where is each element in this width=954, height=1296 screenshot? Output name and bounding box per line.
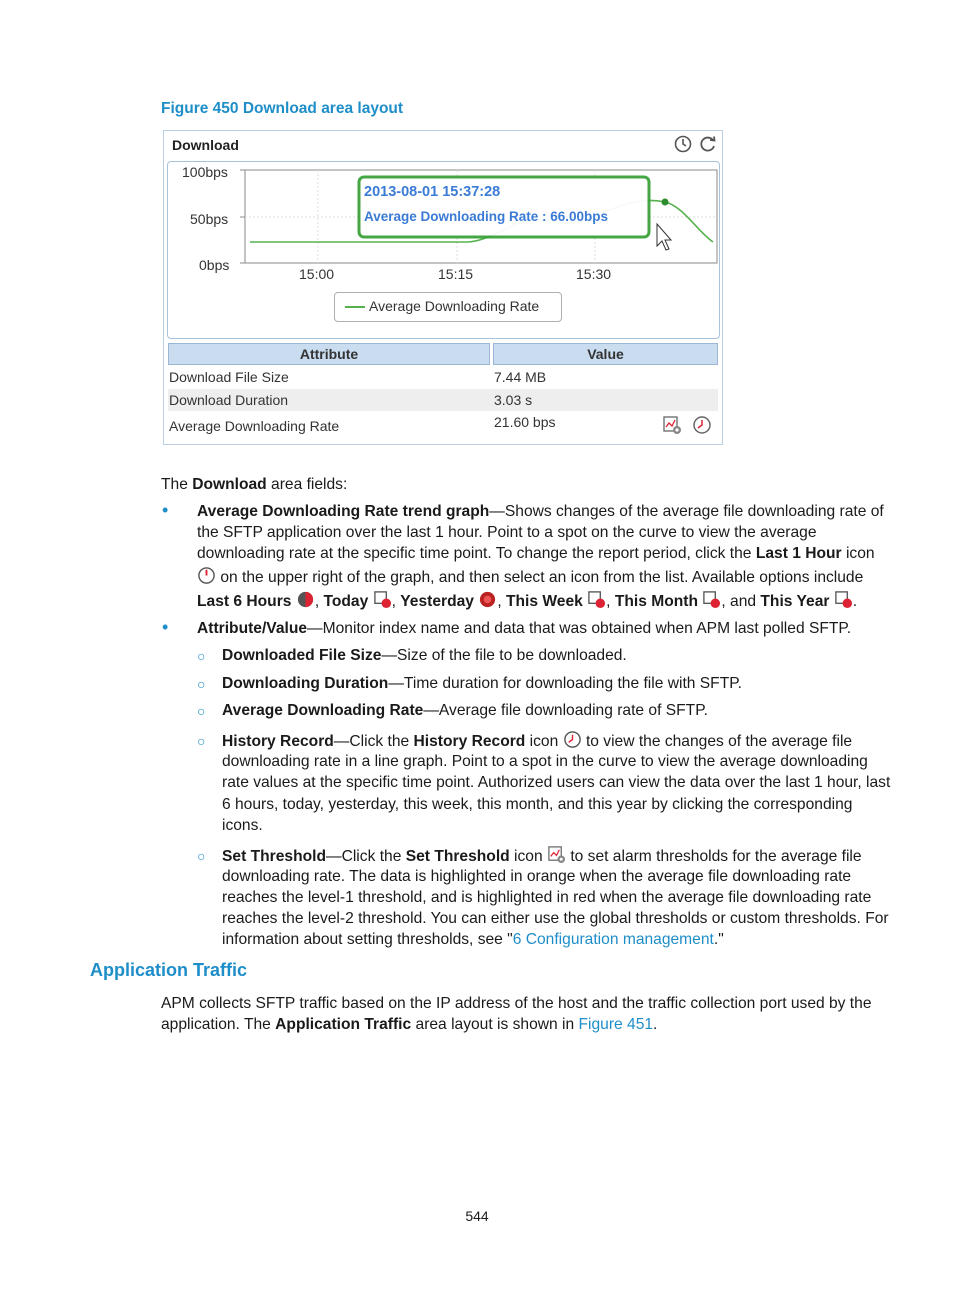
bullet-line [197,543,875,564]
intro-prefix: The [161,476,193,493]
x-tick-label: 15:15 [438,266,474,282]
panel-title: Download [172,137,239,153]
sub-bullet-duration [222,673,742,694]
bullet-text: —Monitor index name and data that was obtained when APM last polled SFTP. [307,620,852,637]
sub-text: icon [509,848,543,865]
last-6-hours-icon [296,590,315,609]
y-tick-label: 100bps [182,164,228,180]
download-panel [163,130,723,445]
sub-text: information about setting thresholds, see " [222,931,513,948]
sub-bold: Downloaded File Size [222,647,382,664]
sub-bullet-marker: ○ [197,733,206,749]
bullet-dot: • [162,617,169,637]
table-row [168,389,718,411]
sub-bullet-marker: ○ [197,648,206,664]
intro-bold: Download [192,476,267,493]
column-header-attribute: Attribute [168,343,490,365]
para-text: . [653,1016,658,1033]
refresh-icon[interactable] [699,135,717,153]
tooltip-time: 2013-08-01 15:37:28 [364,184,501,200]
this-year-icon [834,590,853,609]
attribute-cell: Average Downloading Rate [169,418,340,434]
sub-text: —Click the [333,733,414,750]
option-label: Today [323,593,369,610]
text-span: and [730,593,757,610]
y-tick-label: 50bps [190,211,229,227]
attribute-cell: Download File Size [169,369,289,385]
attribute-cell: Download Duration [169,392,289,408]
sub-line [222,929,724,950]
sub-line: rate values at the specific time point. Authorized users can view the data over the last 1 hour, last [222,774,891,791]
text-span: on the upper right of the graph, and then select an icon from the list. Available options include [216,569,864,586]
hover-point [662,199,669,206]
sub-bullet-file-size [222,645,627,666]
set-threshold-icon[interactable] [662,415,682,435]
sub-text: ." [713,931,724,948]
tooltip-value: Average Downloading Rate : 66.00bps [364,209,609,224]
sub-text: —Click the [325,848,406,865]
bullet-line: Last 6 Hours , Today , Yesterday , This Week , This Month , and This Year . [197,590,857,612]
sub-line: downloading rate. The data is highlighted in orange when the average file downloading rate [222,868,852,885]
sub-bullet-threshold [222,845,862,867]
para-text: area layout is shown in [411,1016,579,1033]
yesterday-icon [478,590,497,609]
sub-text: —Size of the file to be downloaded. [381,647,627,664]
trend-chart [167,161,720,339]
sub-line: reaches the level-2 threshold. You can either use the global thresholds or custom thresholds. For [222,910,889,927]
bullet-text: —Shows changes of the average file downloading rate of [489,503,884,520]
para-line: APM collects SFTP traffic based on the IP address of the host and the traffic collection port used by the [161,995,872,1012]
configuration-management-link[interactable]: 6 Configuration management [512,931,714,948]
sub-bold: Set Threshold [222,848,326,865]
this-week-icon [587,590,606,609]
sub-bold: Set Threshold [405,848,510,865]
bullet-line [197,566,863,588]
table-row [168,413,718,439]
page-number: 544 [465,1208,489,1224]
bullet-line: the SFTP application over the last 1 hour. Point to a spot on the curve to view the average [197,524,817,541]
para-text: application. The [161,1016,276,1033]
set-threshold-icon [547,845,566,864]
sub-text: icon [525,733,559,750]
bullet-bold: Average Downloading Rate trend graph [197,503,490,520]
para-line [161,1014,657,1035]
para-bold: Application Traffic [275,1016,412,1033]
history-record-icon [563,730,582,749]
table-row [168,366,718,388]
sub-text: —Time duration for downloading the file with SFTP. [388,675,742,692]
section-heading: Application Traffic [90,960,248,980]
x-tick-label: 15:00 [299,266,335,282]
column-header-value: Value [493,343,718,365]
sub-bullet-rate [222,700,708,721]
text-span: downloading rate at the specific time point. To change the report period, click the [197,545,756,562]
sub-line: icons. [222,817,263,834]
option-label: This Month [614,593,698,610]
value-cell: 3.03 s [494,392,533,408]
figure-451-link[interactable]: Figure 451 [578,1016,654,1033]
text-span: icon [841,545,875,562]
figure-caption: Figure 450 Download area layout [161,100,404,117]
sub-text: to set alarm thresholds for the average file [566,848,862,865]
option-label: Yesterday [400,593,474,610]
sub-line: 6 hours, today, yesterday, this week, this month, and this year by clicking the corresponding [222,796,853,813]
sub-bullet-marker: ○ [197,848,206,864]
history-record-icon[interactable] [692,415,712,435]
bullet-trend-graph [197,501,884,522]
clock-icon[interactable] [674,135,692,153]
value-cell: 21.60 bps [494,414,556,430]
sub-bullet-marker: ○ [197,676,206,692]
bullet-bold: Attribute/Value [197,620,308,637]
last-1-hour-label: Last 1 Hour [755,545,842,562]
bullet-dot: • [162,500,169,520]
y-tick-label: 0bps [199,257,230,273]
this-month-icon [702,590,721,609]
intro-text [161,474,347,495]
option-label: This Week [505,593,583,610]
sub-bullet-history [222,730,852,752]
legend-swatch [345,306,365,308]
x-tick-label: 15:30 [576,266,612,282]
sub-bullet-marker: ○ [197,703,206,719]
option-label: This Year [760,593,830,610]
sub-line: reaches the level-1 threshold, and is highlighted in red when the average file downloading rate [222,889,872,906]
sub-bold: Average Downloading Rate [222,702,424,719]
intro-suffix: area fields: [266,476,348,493]
sub-text: —Average file downloading rate of SFTP. [423,702,708,719]
value-cell: 7.44 MB [494,369,547,385]
sub-line: downloading rate in a line graph. Point to a spot in the curve to view the average downloading [222,753,868,770]
sub-text: to view the changes of the average file [581,733,853,750]
last-1-hour-icon [197,566,216,585]
sub-bold: History Record [222,733,334,750]
bullet-attribute-value [197,618,851,639]
option-label: Last 6 Hours [197,593,292,610]
sub-bold: Downloading Duration [222,675,389,692]
legend [334,292,562,322]
today-icon [373,590,392,609]
legend-label: Average Downloading Rate [369,298,540,314]
sub-bold: History Record [413,733,526,750]
